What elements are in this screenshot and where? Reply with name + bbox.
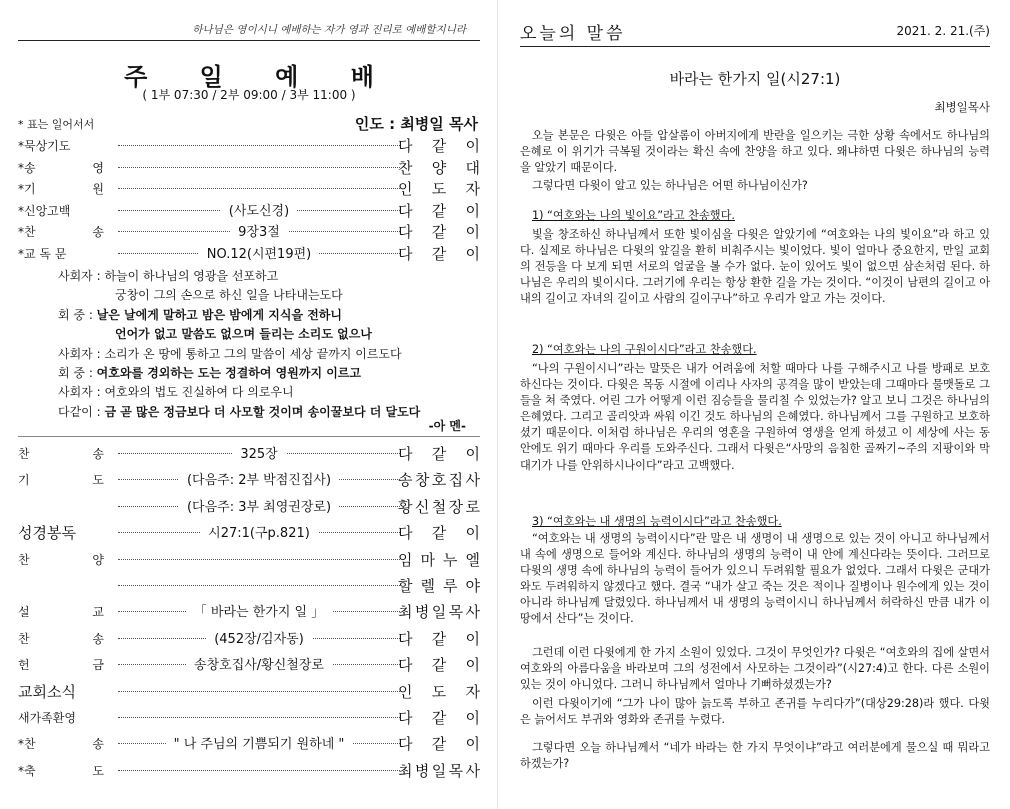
- reader-role: 사회자 :: [58, 269, 105, 283]
- responsive-line: [58, 267, 278, 284]
- order-item: [18, 200, 480, 220]
- order-item-label: *송 영: [18, 160, 104, 175]
- order-item: [18, 654, 480, 674]
- order-item-label: 설 교: [18, 605, 104, 620]
- order-item: [18, 760, 480, 780]
- order-item-detail-text: (452장/김자동): [206, 632, 312, 647]
- header-rule: [18, 40, 480, 41]
- paragraph: 오늘 본문은 다윗은 아들 압살롬이 아버지에게 반란을 일으키는 극한 상황 속에서도 하나님의 은혜로 이 위기가 극복될 것이라는 확신 속에 찬양을 하고 있다. 왜냐하면 다윗은 하나님의 능력을 알았기 때문이다.: [520, 129, 990, 175]
- order-item-detail-text: 시27:1(구p.821): [200, 526, 318, 541]
- order-item-label: *신앙고백: [18, 203, 71, 218]
- order-item-detail: [118, 496, 400, 515]
- reader-role: 다같이 :: [58, 404, 105, 419]
- reading-text: 금 곧 많은 정금보다 더 사모할 것이며 송이꿀보다 더 달도다: [104, 404, 421, 419]
- order-item-detail-text: (다음주: 3부 최영권장로): [179, 500, 339, 515]
- order-item-label: *교 독 문: [18, 246, 67, 261]
- order-item: [18, 135, 480, 155]
- paragraph: 그렇다면 오늘 하나님께서 “네가 바라는 한 가지 무엇이냐”라고 여러분에게 물으실 때 뭐라고 하겠는가?: [520, 741, 990, 771]
- order-item-detail: [118, 522, 400, 541]
- dotted-leader: [118, 717, 400, 718]
- header-rule: [520, 46, 990, 47]
- reading-text: 언어가 없고 말씀도 없으며 들리는 소리도 없으나: [115, 327, 372, 342]
- order-item-label: 헌 금: [18, 658, 104, 673]
- sermon-page: [520, 0, 990, 809]
- page-title: 주 일 예 배: [124, 63, 396, 91]
- order-item-detail: [118, 221, 400, 240]
- order-item-label: 기 도: [18, 473, 104, 488]
- order-item-label: *축 도: [18, 763, 104, 778]
- order-item-responsible: 황 신 철 장 로: [398, 497, 480, 516]
- page-divider: [497, 0, 498, 809]
- reading-text: 소리가 온 땅에 통하고 그의 말씀이 세상 끝까지 이르도다: [104, 346, 402, 361]
- paragraph: 이런 다윗이기에 “그가 나이 많아 늙도록 부하고 존귀를 누리다가”(대상29:28)라 했다. 다윗은 늙어서도 부귀와 영화와 존귀를 누렸다.: [520, 697, 990, 727]
- responsive-line: [58, 364, 361, 381]
- order-item-responsible: 최 병 일 목 사: [398, 603, 480, 622]
- order-of-worship-page: [18, 0, 480, 809]
- sermon-author: 최병일목사: [934, 100, 990, 114]
- order-item: [18, 707, 480, 727]
- service-leader: 인도 : 최병일 목사: [354, 115, 478, 133]
- order-item-label: *찬 송: [18, 737, 104, 752]
- order-item: [18, 601, 480, 621]
- order-item-detail: [118, 243, 400, 262]
- order-item-responsible: 할 렐 루 야: [398, 577, 480, 595]
- order-item-detail: [118, 443, 400, 462]
- subheading: 2) “여호와는 나의 구원이시다”라고 찬송했다.: [532, 343, 757, 356]
- order-item: [18, 733, 480, 753]
- responsive-line: [58, 345, 402, 362]
- reader-role: 사회자 :: [58, 346, 105, 361]
- order-item-responsible: 인 도 자: [398, 180, 480, 198]
- dotted-leader: [118, 691, 400, 692]
- order-item: [18, 575, 480, 595]
- paragraph: “나의 구원이시니”라는 말뜻은 내가 어려움에 처할 때마다 나를 구해주시고 나를 방패로 보호하신다는 것이다. 다윗은 목동 시절에 이리나 사자의 공격을 많이 받았는데 그때마다 물맷돌로 그들을 쳐 죽였다. 어린 그가 어떻게 이런 짐승들을 물리칠 수 있었는가? 알고 보니 그것은 하나님의 은혜였다. 그리고 골리앗과 싸워 이긴 것도 하나님의 은혜였다. 하나님께서 그를 구원하고 보호하셨기 때문이다. 이처럼 하나님은 우리의 영혼을 구원하여 영생을 얻게 하셨고 이 세상에 사는 동안에도 위기 때마다 우리를 도와주신다. 그래서 다윗은“사망의 음침한 골짜기~주의 지팡이와 막대기가 나를 안위하시나이다”라고 고백했다.: [520, 362, 990, 472]
- order-item-responsible: 다 같 이: [398, 524, 480, 543]
- reading-text: 여호와를 경외하는 도는 정결하여 영원까지 이르고: [96, 366, 361, 380]
- order-item-label: *기 원: [18, 182, 104, 196]
- order-item-label: *찬 송: [18, 225, 104, 239]
- order-item-detail-text: NO.12(시편19편): [199, 247, 319, 262]
- order-item-responsible: 송 창 호 집 사: [398, 471, 480, 490]
- order-item-detail: [118, 601, 400, 620]
- paragraph: “여호와는 내 생명의 능력이시다”란 말은 내 생명이 내 생명으로 있는 것이 아니고 하나님께서 내 속에 생명으로 들어와 계신다. 하나님의 생명의 능력이 내 안에 계신다라는 뜻이다. 그러므로 다윗의 생명 속에 하나님의 능력이 들어가 있으니 두려워할 필요가 없었다. 그래서 다윗은 군대가 와도 두려워하지 않겠다고 했다. 결국 “내가 살고 죽는 것은 적이나 질병이나 원수에게 있는 것이 아니라 하나님께 달렸있다. 하나님께서 내 생명의 능력이시니 하나님께서 허락하신 만큼 내가 이 땅에서 산다”는 것이다.: [520, 532, 990, 626]
- order-item-label: 찬 송: [18, 447, 104, 461]
- order-item-detail: [118, 654, 400, 673]
- subheading: 3) “여호와는 내 생명의 능력이시다”라고 찬송했다.: [532, 515, 782, 528]
- order-item-responsible: 다 같 이: [398, 137, 480, 155]
- section-title: 오늘의 말씀: [520, 24, 626, 44]
- reading-text: 궁창이 그의 손으로 하신 일을 나타내는도다: [115, 288, 343, 303]
- order-item-label: 교회소식: [18, 682, 76, 701]
- reading-text: 날은 날에게 말하고 밤은 밤에게 지식을 전하니: [96, 307, 342, 322]
- section-divider: [18, 436, 480, 437]
- responsive-line: [58, 383, 294, 400]
- order-item: [18, 496, 480, 516]
- order-item: [18, 469, 480, 489]
- order-item-detail: [118, 469, 400, 488]
- order-item-detail-text: " 나 주님의 기쁨되기 원하네 ": [166, 737, 353, 752]
- reader-role: 회 중 :: [58, 366, 97, 380]
- order-item: [18, 178, 480, 198]
- sermon-title: 바라는 한가지 일(시27:1): [669, 70, 841, 88]
- order-item-detail-text: 9장3절: [230, 225, 288, 240]
- order-item-detail: [118, 733, 400, 752]
- order-item-responsible: 다 같 이: [398, 244, 480, 263]
- dotted-leader: [118, 167, 400, 168]
- paragraph: 그렇다면 다윗이 알고 있는 하나님은 어떤 하나님이신가?: [532, 179, 808, 192]
- bulletin-date: 2021. 2. 21.(주): [896, 24, 990, 38]
- subheading: 1) “여호와는 나의 빛이요”라고 찬송했다.: [532, 209, 735, 222]
- order-item-detail-text: 송창호집사/황신철장로: [186, 658, 332, 673]
- order-item: [18, 681, 480, 701]
- order-item-label: 찬 양: [18, 552, 104, 567]
- dotted-leader: [118, 770, 400, 771]
- order-item-responsible: 다 같 이: [398, 223, 480, 241]
- order-item-responsible: 인 도 자: [398, 682, 480, 701]
- order-item-responsible: 다 같 이: [398, 735, 480, 754]
- order-item: [18, 157, 480, 177]
- order-item-label: *묵상기도: [18, 139, 71, 153]
- order-item-detail-text: (다음주: 2부 박점진집사): [179, 473, 339, 488]
- reader-role: 회 중 :: [58, 307, 97, 322]
- order-item-responsible: 다 같 이: [398, 629, 480, 648]
- dotted-leader: [118, 559, 400, 560]
- order-item: [18, 522, 480, 542]
- responsive-line: [58, 306, 342, 323]
- order-item: [18, 443, 480, 463]
- paragraph: 그런데 이런 다윗에게 한 가지 소원이 있었다. 그것이 무엇인가? 다윗은 “여호와의 집에 살면서 여호와의 아름다움을 바라보며 그의 성전에서 사모하는 그것이라”(시27:4)고 한다. 다른 소원이 있는 것이 아니었다. 그러니 하나님께서 얼마나 기뻐하셨겠는가?: [520, 646, 990, 692]
- order-item-responsible: 다 같 이: [398, 201, 480, 220]
- order-item-responsible: 임 마 누 엘: [398, 550, 480, 569]
- order-item-detail: [118, 628, 400, 647]
- order-item-label: 새가족환영: [18, 711, 76, 725]
- paragraph: 빛을 창조하신 하나님께서 또한 빛이심을 다윗은 알았기에 “여호와는 나의 빛이요”라 하고 있다. 실제로 하나님은 다윗의 앞길을 환히 비춰주시는 빛이었다. 빛이 얼마나 중요한지, 만일 교회의 전등을 다 보게 되면 서로의 얼굴을 볼 수가 없다. 눈이 있어도 빛이 없으면 삼손처럼 된다. 하나님은 우리의 빛이시다. 그러기에 우리는 항상 환한 길을 가는 것이다. “이것이 남편의 길이고 아내의 길이고 자녀의 길이고 사람의 길이구나”하고 우리가 알고 가는 것이다.: [520, 228, 990, 306]
- responsive-line: [58, 403, 420, 420]
- responsive-line: [58, 325, 372, 342]
- order-item-responsible: 찬 양 대: [398, 158, 480, 177]
- order-item: [18, 243, 480, 263]
- dotted-leader: [118, 585, 400, 586]
- order-item: [18, 549, 480, 569]
- header-motto: 하나님은 영이시니 예배하는 자가 영과 진리로 예배할지니라: [192, 24, 466, 36]
- order-item: [18, 628, 480, 648]
- order-item-label: 찬 송: [18, 631, 104, 646]
- dotted-leader: [118, 188, 400, 189]
- order-item-detail-text: 「 바라는 한가지 일 」: [186, 605, 332, 620]
- stand-note: * 표는 일어서서: [18, 118, 95, 131]
- order-item-detail-text: 325장: [232, 447, 285, 462]
- service-times: ( 1부 07:30 / 2부 09:00 / 3부 11:00 ): [142, 88, 356, 102]
- order-item-responsible: 다 같 이: [398, 709, 480, 727]
- reading-text: 여호와의 법도 진실하여 다 의로우니: [104, 385, 294, 400]
- reader-role: 사회자 :: [58, 385, 105, 400]
- order-item-label: 성경봉독: [18, 524, 76, 543]
- order-item-responsible: 최 병 일 목 사: [398, 761, 480, 780]
- reading-text: 하늘이 하나님의 영광을 선포하고: [104, 269, 279, 283]
- order-item-detail: [118, 200, 400, 219]
- order-item: [18, 221, 480, 241]
- amen: -아 멘-: [428, 419, 466, 433]
- dotted-leader: [118, 145, 400, 146]
- responsive-line: [58, 286, 343, 303]
- order-item-responsible: 다 같 이: [398, 656, 480, 675]
- order-item-responsible: 다 같 이: [398, 445, 480, 463]
- order-item-detail-text: (사도신경): [221, 204, 297, 219]
